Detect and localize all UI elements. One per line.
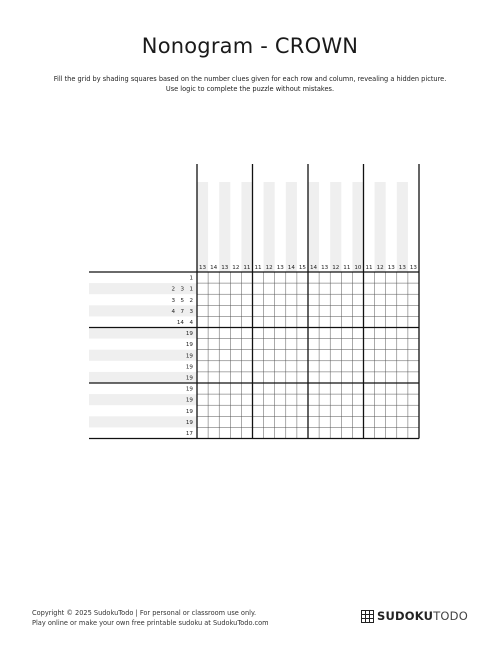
column-clue: 13 xyxy=(321,265,329,271)
row-clue: 19 xyxy=(185,364,193,371)
row-clue: 19 xyxy=(185,397,193,404)
copyright-text: Copyright © 2025 SudokuTodo | For personal or classroom use only. xyxy=(32,609,257,617)
row-clue: 19 xyxy=(185,353,193,360)
column-clue: 14 xyxy=(210,265,218,271)
column-clue: 12 xyxy=(332,265,340,271)
column-clue-band xyxy=(264,182,275,272)
brand-logo xyxy=(361,608,468,624)
instructions-text: Fill the grid by shading squares based on the number clues given for each row and column, revealing a hidden picture. Use logic to complete the puzzle without mistakes. xyxy=(53,75,447,93)
row-clue: 4 xyxy=(171,308,175,315)
row-clue: 19 xyxy=(185,375,193,382)
row-clue: 5 xyxy=(180,297,184,304)
row-clue: 19 xyxy=(185,408,193,415)
row-clue: 17 xyxy=(185,430,193,437)
row-clue-band xyxy=(89,350,197,361)
column-clue-band xyxy=(375,182,386,272)
row-clue: 1 xyxy=(189,286,193,293)
column-clue: 12 xyxy=(376,265,384,271)
row-clue: 7 xyxy=(180,308,184,315)
brand-name-light: TODO xyxy=(433,609,468,623)
column-clue: 14 xyxy=(287,265,295,271)
row-clue: 3 xyxy=(189,308,193,315)
column-clue: 12 xyxy=(265,265,273,271)
page-title: Nonogram - CROWN xyxy=(141,34,359,58)
row-clue: 1 xyxy=(189,275,193,282)
column-clue-band xyxy=(286,182,297,272)
column-clue: 10 xyxy=(354,265,362,271)
column-clue: 13 xyxy=(398,265,406,271)
column-clue: 14 xyxy=(309,265,318,271)
promo-text: Play online or make your own free printable sudoku at SudokuTodo.com xyxy=(32,619,269,627)
row-clue: 2 xyxy=(171,286,175,293)
column-clue-band xyxy=(308,182,319,272)
row-clue: 19 xyxy=(185,386,193,393)
column-clue-band xyxy=(330,182,341,272)
brand-name xyxy=(377,609,468,623)
row-clue-band xyxy=(89,416,197,427)
brand-name-bold: SUDOKU xyxy=(377,609,434,623)
column-clue: 11 xyxy=(343,265,351,271)
row-clue: 4 xyxy=(189,319,193,326)
column-clue-band xyxy=(197,182,208,272)
column-clue: 13 xyxy=(198,265,207,271)
row-clue: 3 xyxy=(180,286,184,293)
row-clue: 2 xyxy=(189,297,193,304)
column-clue-band xyxy=(352,182,363,272)
column-clue: 13 xyxy=(387,265,395,271)
column-clue: 12 xyxy=(232,265,240,271)
row-clue: 3 xyxy=(171,297,175,304)
footer xyxy=(32,608,269,628)
column-clue: 11 xyxy=(365,265,373,271)
row-clue-band xyxy=(89,328,197,339)
row-clue-band xyxy=(89,394,197,405)
column-clue-band xyxy=(397,182,408,272)
column-clue: 13 xyxy=(409,265,418,271)
row-clue: 14 xyxy=(176,319,184,326)
row-clue: 19 xyxy=(185,331,193,338)
row-clue-band xyxy=(89,372,197,383)
column-clue-band xyxy=(241,182,252,272)
grid-logo-icon xyxy=(361,610,374,623)
column-clue-band xyxy=(219,182,230,272)
column-clue: 13 xyxy=(276,265,284,271)
column-clue: 11 xyxy=(254,265,262,271)
column-clue: 13 xyxy=(221,265,229,271)
row-clue: 19 xyxy=(185,342,193,349)
row-clue: 19 xyxy=(185,419,193,426)
column-clue: 15 xyxy=(298,265,307,271)
column-clue: 11 xyxy=(243,265,251,271)
